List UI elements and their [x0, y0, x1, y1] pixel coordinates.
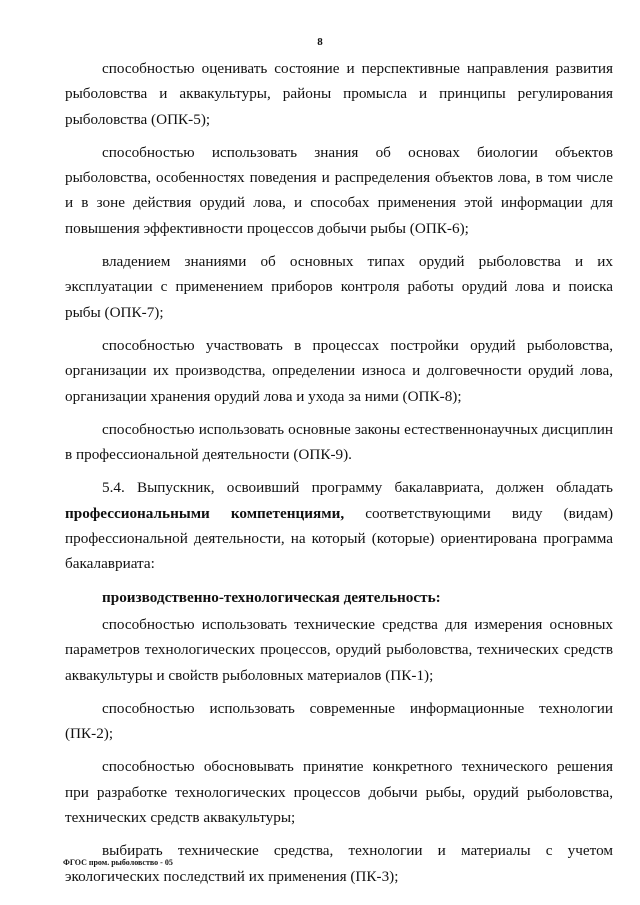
section-5-4-rest: соответствующими виду (видам) профессиональной деятельности, на который (которые) ориентирована программа бакалавриата: [65, 504, 614, 573]
paragraph-pk-3: выбирать технические средства, технологии и материалы с учетом экологических последствий их применения (ПК-3); [65, 842, 613, 885]
paragraph-opk-6: способностью использовать знания об основах биологии объектов рыболовства, особенностях поведения и распределения объектов лова, в том числе и в зоне действия орудий лова, и способах применения этой информации для повышения эффективности процессов добычи рыбы (ОПК-6); [65, 143, 613, 237]
section-5-4-intro: 5.4. Выпускник, освоивший программу бакалавриата, должен обладать [102, 479, 613, 497]
paragraph-opk-7: владением знаниями об основных типах орудий рыболовства и их эксплуатации с применением приборов контроля работы орудий лова и поиска рыбы (ОПК-7); [65, 253, 613, 321]
paragraph-pk-2: способностью использовать современные информационные технологии (ПК-2); [65, 699, 613, 743]
section-5-4-bold-term: профессиональными компетенциями, [65, 504, 345, 522]
paragraph-opk-9: способностью использовать основные законы естественнонаучных дисциплин в профессиональной деятельности (ОПК-9). [65, 420, 613, 464]
paragraph-opk-8: способностью участвовать в процессах постройки орудий рыболовства, организации их производства, определении износа и долговечности орудий лова, организации хранения орудий лова и ухода за ними (ОПК-8); [65, 336, 613, 405]
page-number: 8 [317, 36, 323, 48]
activity-heading: производственно-технологическая деятельность: [102, 588, 441, 606]
page-content [65, 56, 613, 897]
section-5-4-paragraph [65, 475, 613, 576]
paragraph-opk-5: способностью оценивать состояние и перспективные направления развития рыболовства и аквакультуры, районы промысла и принципы регулирования рыболовства (ОПК-5); [65, 60, 613, 128]
paragraph-technical-decision: способностью обосновывать принятие конкретного технического решения при разработке технологических процессов добычи рыбы, орудий рыболовства, технических средств аквакультуры; [65, 758, 613, 827]
paragraph-pk-1: способностью использовать технические средства для измерения основных параметров технологических процессов, орудий рыболовства, технических средств аквакультуры и свойств рыболовных материалов (ПК-1); [65, 615, 613, 684]
footer-label: ФГОС пром. рыболовство - 05 [63, 858, 173, 867]
